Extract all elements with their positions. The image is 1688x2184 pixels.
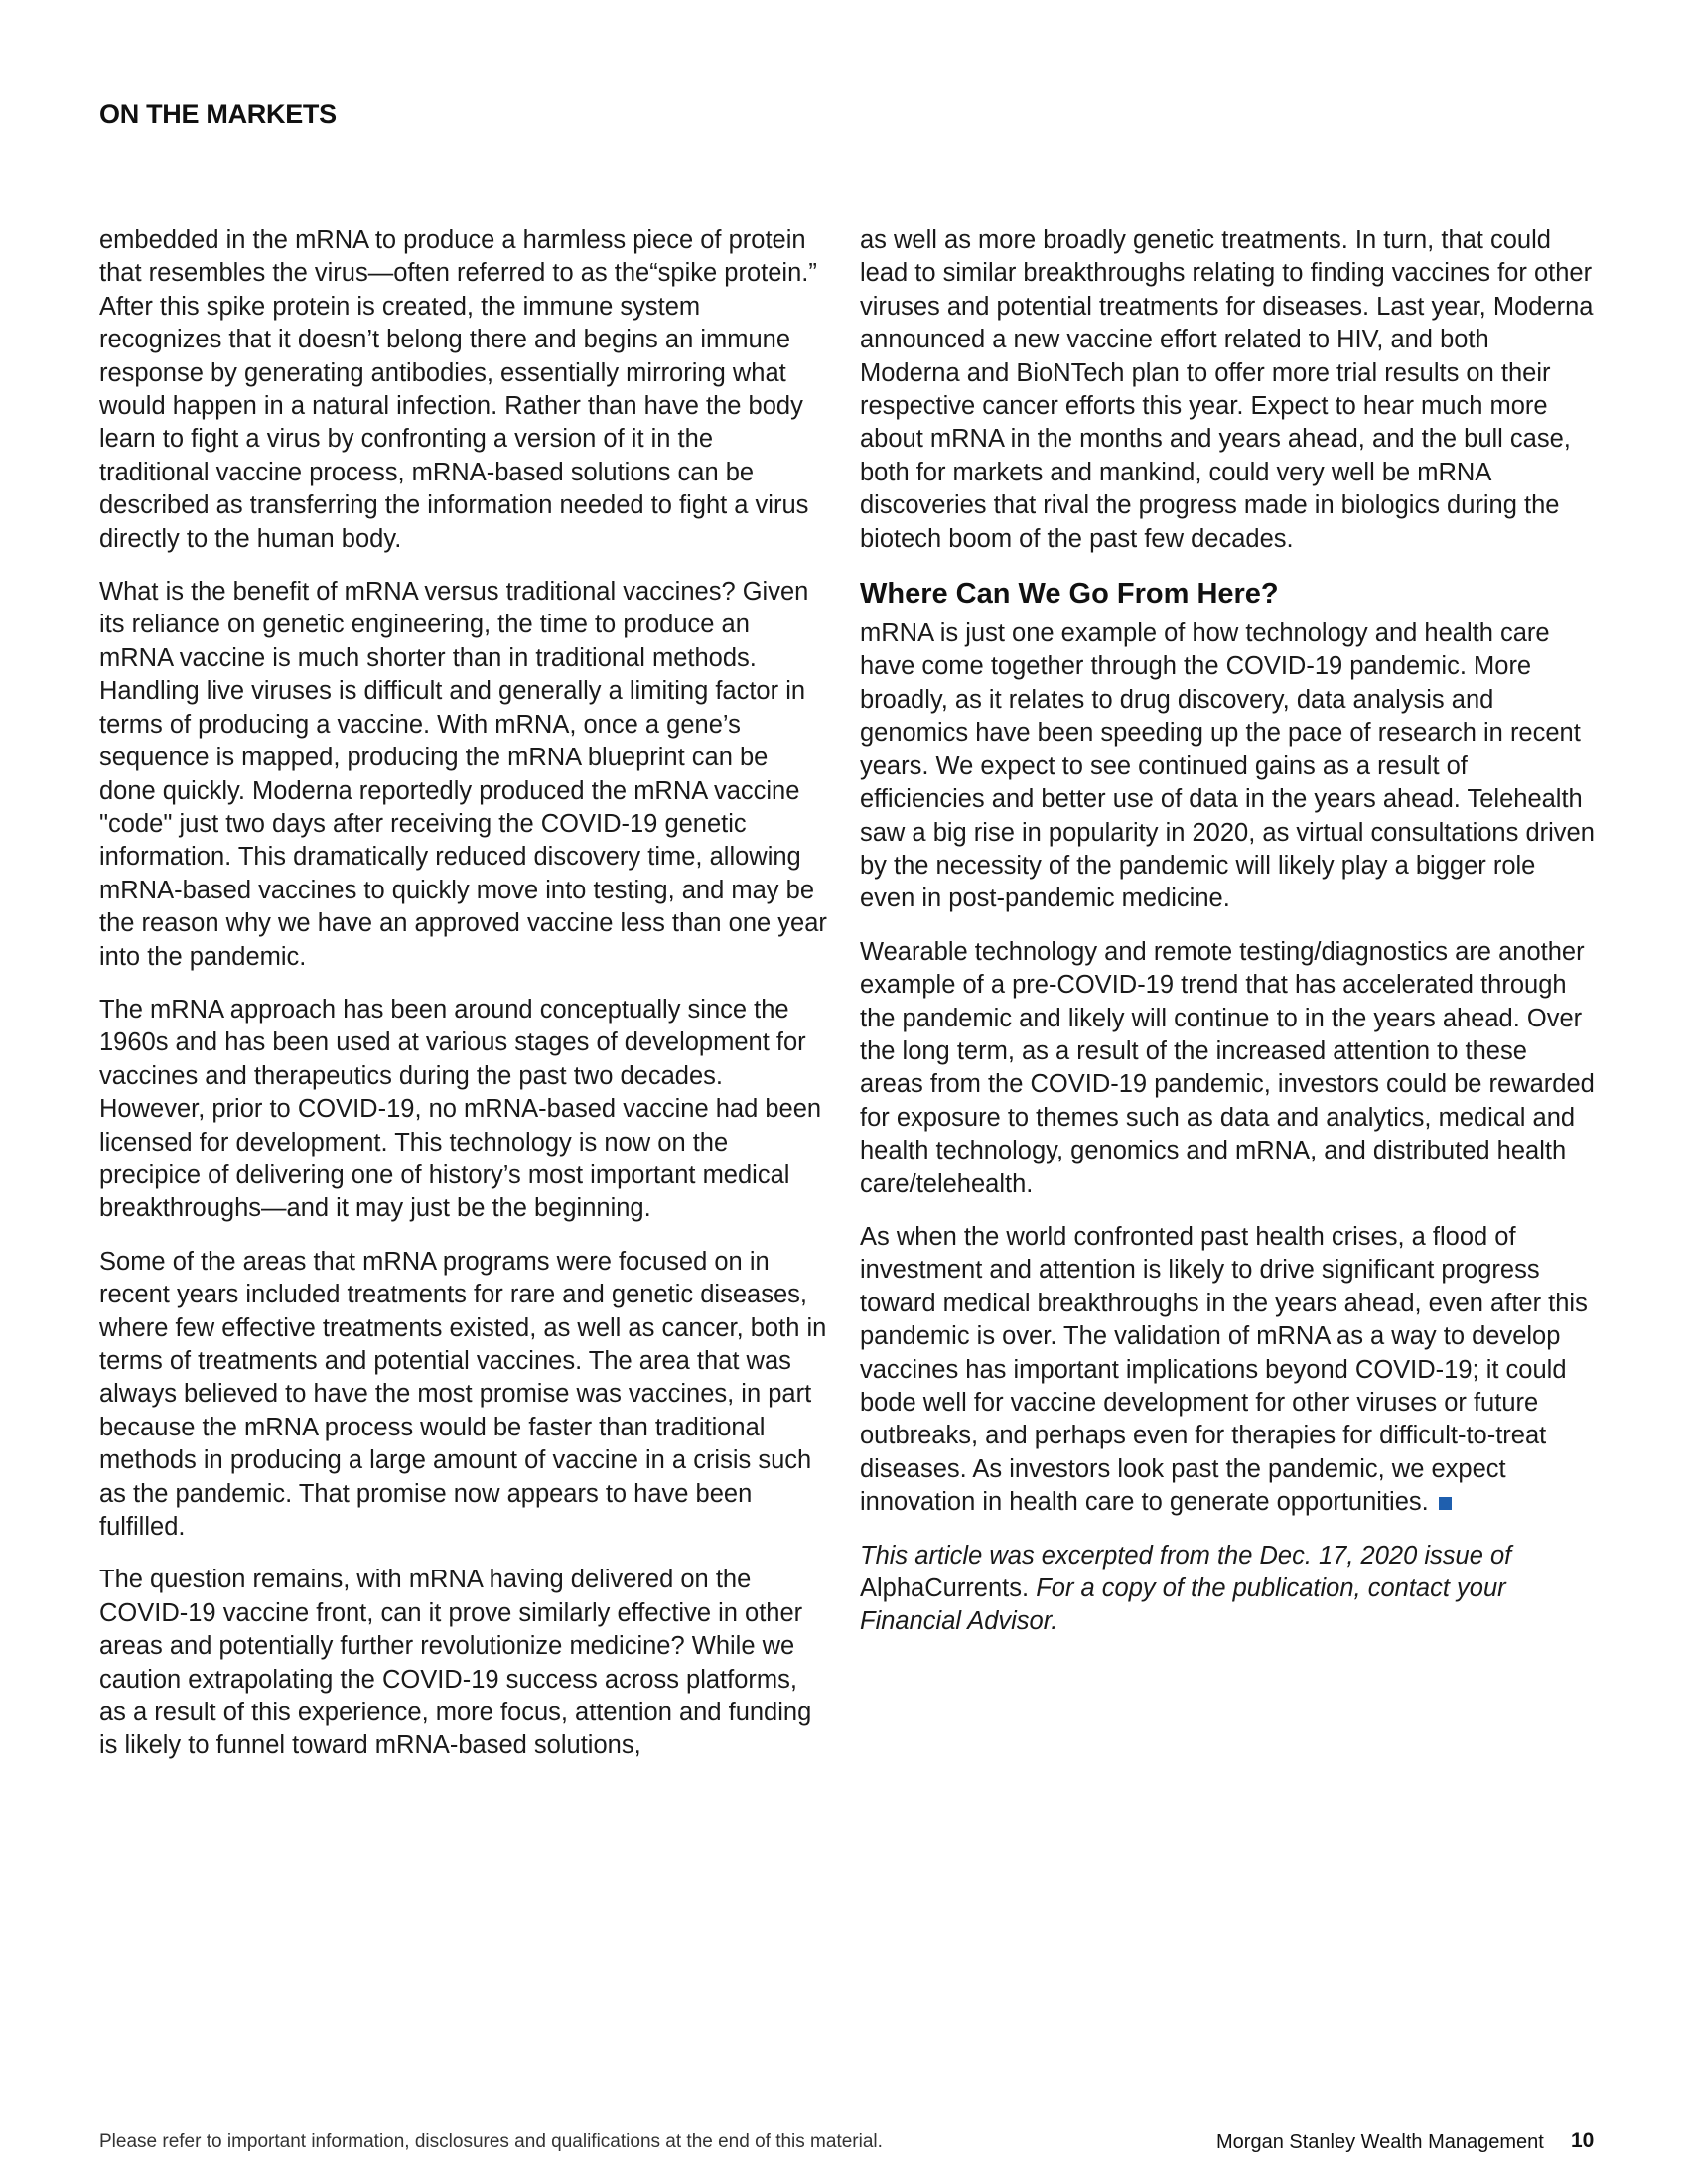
body-paragraph: The question remains, with mRNA having delivered on the COVID-19 vaccine front, can it prove similarly effective in other areas and potentially further revolutionize medicine? While we caution extrapolating the COVID-19 success across platforms, as a result of this experience, more focus, attention and funding is likely to funnel toward mRNA-based solutions,	[99, 1566, 812, 1760]
closing-paragraph	[860, 1221, 1595, 1520]
body-paragraph: The mRNA approach has been around conceptually since the 1960s and has been used at various stages of development for vaccines and therapeutics during the past two decades. However, prior to COVID-19, no mRNA-based vaccine had been licensed for development. This technology is now on the precipice of delivering one of history’s most important medical breakthroughs—and it may just be the beginning.	[99, 995, 822, 1223]
body-paragraph: as well as more broadly genetic treatments. In turn, that could lead to similar breakthroughs relating to finding vaccines for other viruses and potential treatments for diseases. Last year, Moderna announced a new vaccine effort related to HIV, and both Moderna and BioNTech plan to offer more trial results on their respective cancer efforts this year. Expect to hear much more about mRNA in the months and years ahead, and the bull case, both for markets and mankind, could very well be mRNA discoveries that rival the progress made in biologics during the biotech boom of the past few decades.	[860, 226, 1594, 553]
footer-disclaimer: Please refer to important information, disclosures and qualifications at the end of this material.	[99, 2131, 883, 2152]
publication-name: AlphaCurrents.	[860, 1574, 1030, 1603]
right-column	[860, 224, 1595, 1659]
page-number: 10	[1571, 2129, 1595, 2152]
section-label: ON THE MARKETS	[99, 99, 337, 129]
source-note-contact: For a copy of the publication, contact your Financial Advisor.	[860, 1574, 1506, 1636]
footer-brand: Morgan Stanley Wealth Management	[1216, 2131, 1544, 2153]
end-of-article-icon	[1439, 1497, 1452, 1510]
body-paragraph: What is the benefit of mRNA versus traditional vaccines? Given its reliance on genetic engineering, the time to produce an mRNA vaccine is much shorter than in traditional methods. Handling live viruses is difficult and generally a limiting factor in terms of producing a vaccine. With mRNA, once a gene’s sequence is mapped, producing the mRNA blueprint can be done quickly. Moderna reportedly produced the mRNA vaccine "code" just two days after receiving the COVID-19 genetic information. This dramatically reduced discovery time, allowing mRNA-based vaccines to quickly move into testing, and may be the reason why we have an approved vaccine less than one year into the pandemic.	[99, 578, 827, 971]
section-heading: Where Can We Go From Here?	[860, 578, 1279, 611]
left-column	[99, 224, 829, 1783]
source-note-text: This article was excerpted from the Dec. 17, 2020 issue of	[860, 1541, 1512, 1570]
closing-text: As when the world confronted past health crises, a flood of investment and attention is likely to drive significant progress toward medical breakthroughs in the years ahead, even after this pandemic is over. The validation of mRNA as a way to develop vaccines has important implications beyond COVID-19; it could bode well for vaccine development for other viruses or future outbreaks, and perhaps even for therapies for difficult-to-treat diseases. As investors look past the pandemic, we expect innovation in health care to generate opportunities.	[860, 1222, 1588, 1517]
source-note	[860, 1540, 1595, 1639]
body-paragraph: mRNA is just one example of how technology and health care have come together through the COVID-19 pandemic. More broadly, as it relates to drug discovery, data analysis and genomics have been speeding up the pace of research in recent years. We expect to see continued gains as a result of efficiencies and better use of data in the years ahead. Telehealth saw a big rise in popularity in 2020, as virtual consultations driven by the necessity of the pandemic will likely play a bigger role even in post-pandemic medicine.	[860, 619, 1595, 913]
body-paragraph: Wearable technology and remote testing/diagnostics are another example of a pre-COVID-19 trend that has accelerated through the pandemic and likely will continue to in the years ahead. Over the long term, as a result of the increased attention to these areas from the COVID-19 pandemic, investors could be rewarded for exposure to themes such as data and analytics, medical and health technology, genomics and mRNA, and distributed health care/telehealth.	[860, 937, 1595, 1198]
body-paragraph: Some of the areas that mRNA programs were focused on in recent years included treatments for rare and genetic diseases, where few effective treatments existed, as well as cancer, both in terms of treatments and potential vaccines. The area that was always believed to have the most promise was vaccines, in part because the mRNA process would be faster than traditional methods in producing a large amount of vaccine in a crisis such as the pandemic. That promise now appears to have been fulfilled.	[99, 1247, 827, 1542]
body-paragraph: embedded in the mRNA to produce a harmless piece of protein that resembles the virus—often referred to as the“spike protein.” After this spike protein is created, the immune system recognizes that it doesn’t belong there and begins an immune response by generating antibodies, essentially mirroring what would happen in a natural infection. Rather than have the body learn to fight a virus by confronting a version of it in the traditional vaccine process, mRNA-based solutions can be described as transferring the information needed to fight a virus directly to the human body.	[99, 226, 817, 553]
